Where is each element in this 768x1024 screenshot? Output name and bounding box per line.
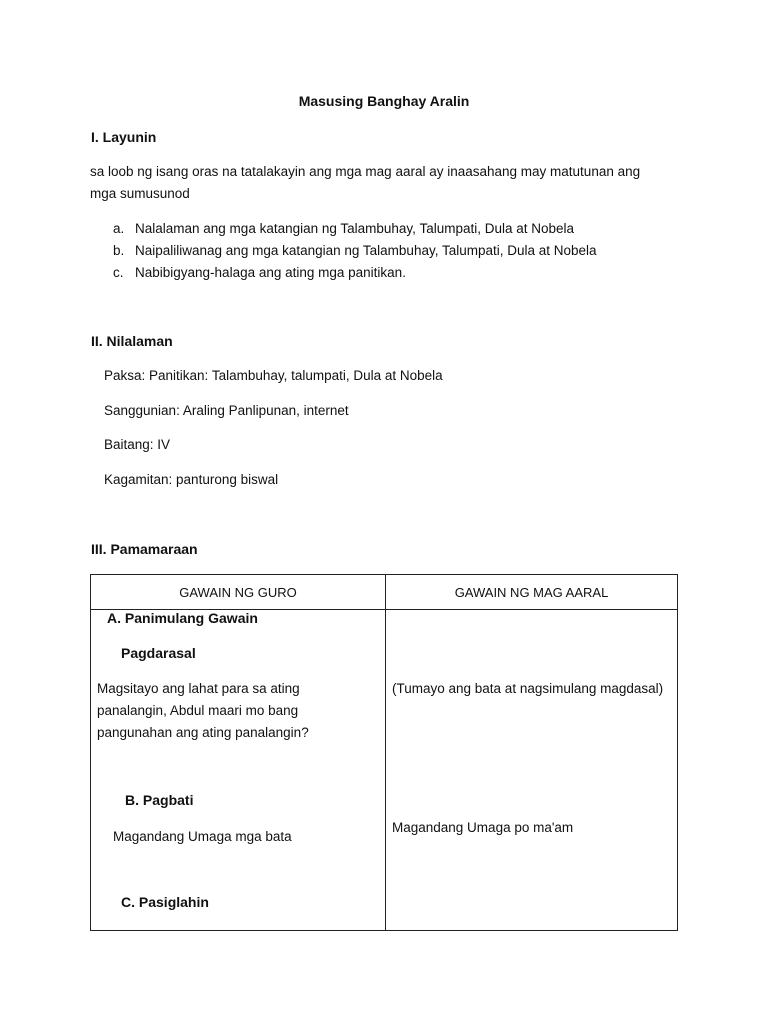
pagbati-heading: B. Pagbati — [125, 792, 194, 808]
pasiglahin-heading: C. Pasiglahin — [121, 894, 209, 910]
list-marker: c. — [113, 265, 124, 280]
section-heading-layunin: I. Layunin — [91, 129, 157, 145]
list-item-text: Nalalaman ang mga katangian ng Talambuhay, Talumpati, Dula at Nobela — [135, 221, 575, 236]
table-header-row — [91, 575, 678, 610]
nilalaman-sanggunian: Sanggunian: Araling Panlipunan, internet — [104, 403, 349, 418]
nilalaman-baitang: Baitang: IV — [104, 437, 171, 452]
pagdarasal-heading: Pagdarasal — [121, 645, 196, 661]
nilalaman-kagamitan: Kagamitan: panturong biswal — [104, 472, 279, 487]
list-item — [113, 218, 597, 240]
list-item-text: Naipaliliwanag ang mga katangian ng Talambuhay, Talumpati, Dula at Nobela — [135, 243, 597, 258]
pamamaraan-table — [90, 574, 678, 931]
panimulang-gawain-heading: A. Panimulang Gawain — [107, 610, 258, 626]
list-marker: b. — [113, 243, 125, 258]
table-row — [91, 610, 678, 931]
document-title: Masusing Banghay Aralin — [298, 93, 470, 109]
column-header-guro: GAWAIN NG GURO — [91, 575, 386, 610]
list-item — [113, 262, 597, 284]
layunin-intro-line-1: sa loob ng isang oras na tatalakayin ang mga mag aaral ay inaasahang may matutunan ang — [90, 164, 641, 179]
list-item-text: Nabibigyang-halaga ang ating mga panitikan. — [135, 265, 406, 280]
dasal-line-1: Magsitayo ang lahat para sa ating — [97, 681, 300, 696]
aaral-cell — [386, 610, 678, 931]
list-marker: a. — [113, 221, 125, 236]
dasal-line-3: pangunahan ang ating panalangin? — [97, 725, 309, 740]
aaral-bati-text: Magandang Umaga po ma'am — [392, 820, 574, 835]
column-header-aaral: GAWAIN NG MAG AARAL — [386, 575, 678, 610]
layunin-intro-line-2: mga sumusunod — [90, 186, 190, 201]
list-item — [113, 240, 597, 262]
aaral-dasal-text: (Tumayo ang bata at nagsimulang magdasal) — [392, 681, 664, 696]
section-heading-pamamaraan: III. Pamamaraan — [91, 541, 198, 557]
nilalaman-paksa: Paksa: Panitikan: Talambuhay, talumpati, Dula at Nobela — [104, 368, 443, 383]
guro-bati-text: Magandang Umaga mga bata — [113, 829, 292, 844]
dasal-line-2: panalangin, Abdul maari mo bang — [97, 703, 299, 718]
layunin-list — [113, 218, 597, 284]
section-heading-nilalaman: II. Nilalaman — [91, 333, 173, 349]
guro-cell — [91, 610, 386, 931]
